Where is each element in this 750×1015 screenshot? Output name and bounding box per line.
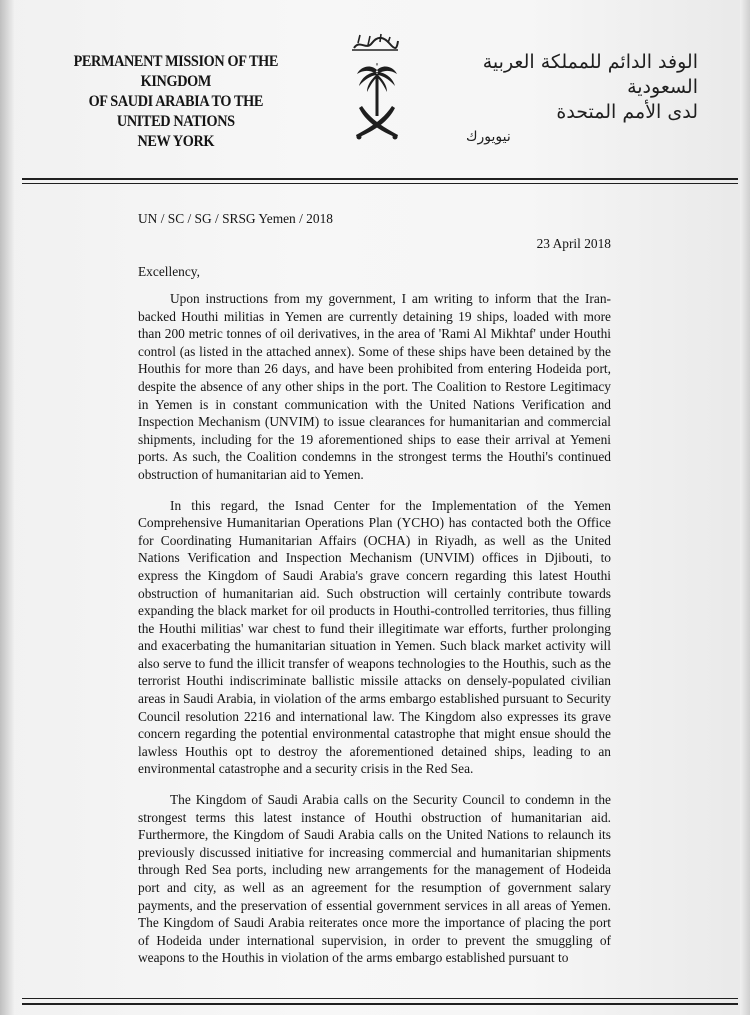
letterhead-english (70, 52, 282, 152)
letterhead-en-line2: OF SAUDI ARABIA TO THE UNITED NATIONS (88, 93, 264, 130)
header-rule-thin (22, 183, 738, 184)
letter-body (138, 290, 611, 980)
footer-rule-thin (22, 998, 738, 999)
page-shadow-left (0, 0, 14, 1015)
header-rule-thick (22, 178, 738, 180)
letterhead-ar-city: نيويورك (466, 129, 511, 145)
letterhead-arabic (448, 50, 698, 150)
letter-salutation: Excellency, (138, 264, 200, 279)
letter-date: 23 April 2018 (536, 236, 611, 251)
letterhead-en-city: NEW YORK (137, 133, 215, 150)
paragraph-1: Upon instructions from my government, I am writing to inform that the Iran-backed Houthi militias in Yemen are currently detaining 19 ships, loaded with more than 200 metric tonnes of oil derivatives, in the area of 'Rami Al Mikhtaf' under Houthi control (as listed in the attached annex). Some of these ships have been detained by the Houthis for more than 26 days, and have been prohibited from entering Hodeida port, despite the absence of any other ships in the port. The Coalition to Restore Legitimacy in Yemen is in constant communication with the United Nations Verification and Inspection Mechanism (UNVIM) to issue clearances for humanitarian and commercial shipments, including for the 19 aforementioned ships to ease their arrival at Yemeni ports. As such, the Coalition condemns in the strongest terms the Houthi's continued obstruction of humanitarian aid to Yemen. (138, 291, 611, 482)
letter-reference: UN / SC / SG / SRSG Yemen / 2018 (138, 211, 333, 226)
saudi-emblem-icon (353, 62, 401, 146)
paragraph-2: In this regard, the Isnad Center for the Implementation of the Yemen Comprehensive Humanitarian Operations Plan (YCHO) has contacted both the Office for Coordinating Humanitarian Affairs (OCHA) in Riyadh, as well as the United Nations Verification and Inspection Mechanism (UNVIM) offices in Djibouti, to express the Kingdom of Saudi Arabia's grave concern regarding this latest Houthi obstruction of humanitarian aid. Such obstruction will certainly contribute towards expanding the black market for oil products in Houthi-controlled territories, thus filling the Houthi militias' war chest to fund their illegitimate war efforts, further prolonging and exacerbating the humanitarian situation in Yemen. Such black market activity will also serve to fund the illicit transfer of weapons technologies to the Houthis, such as the terrorist Houthi indiscriminate ballistic missile attacks on densely-populated civilian areas in Saudi Arabia, in violation of the arms embargo established pursuant to Security Council resolution 2216 and international law. The Kingdom also expresses its grave concern regarding the potential environmental catastrophe that might ensue should the lawless Houthis opt to destroy the aforementioned detained ships, leading to an environmental catastrophe and a security crisis in the Red Sea. (138, 497, 611, 777)
paragraph-3: The Kingdom of Saudi Arabia calls on the Security Council to condemn in the strongest terms this latest instance of Houthi obstruction of humanitarian aid. Furthermore, the Kingdom of Saudi Arabia calls on the United Nations to relaunch its previously discussed initiative for increasing commercial and humanitarian shipments through Red Sea ports, including new arrangements for the management of Hodeida port and city, as well as an agreement for the resumption of government salary payments, and the preservation of essential government services in all areas of Yemen. The Kingdom of Saudi Arabia reiterates once more the importance of placing the port of Hodeida under international supervision, in order to prevent the smuggling of weapons to the Houthis in violation of the arms embargo established pursuant to (138, 792, 611, 966)
letterhead-ar-line2: لدى الأمم المتحدة (556, 101, 698, 123)
letterhead-ar-line1: الوفد الدائم للمملكة العربية السعودية (482, 51, 698, 98)
calligraphy-icon (350, 31, 400, 53)
letterhead-en-line1: PERMANENT MISSION OF THE KINGDOM (73, 53, 279, 90)
footer-rule-thick (22, 1003, 738, 1005)
page-shadow-right (740, 0, 750, 1015)
